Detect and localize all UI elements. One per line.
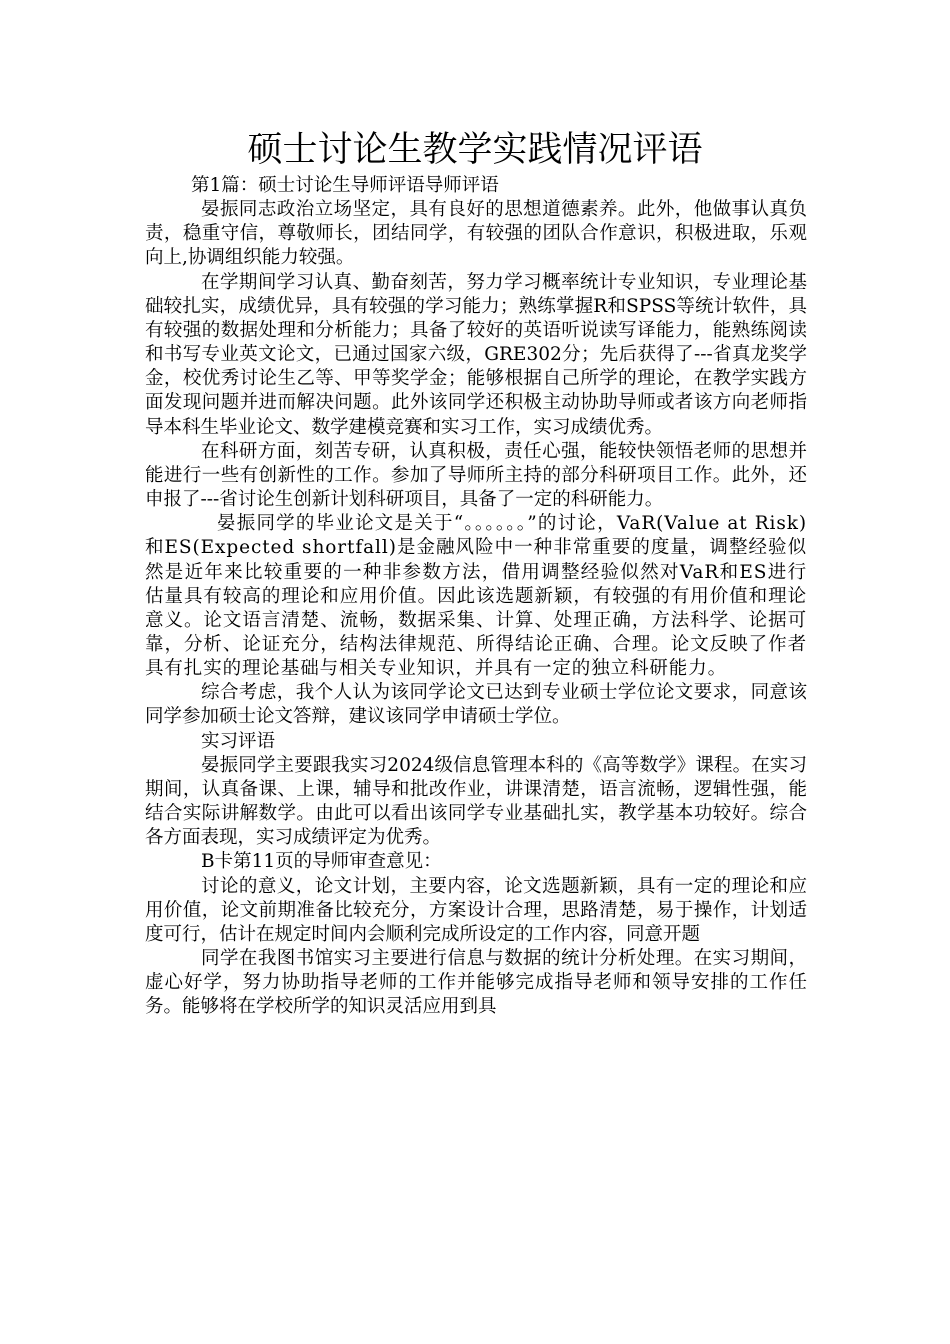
section-heading-internship: 实习评语: [201, 730, 276, 752]
paragraph-review: 讨论的意义，论文计划，主要内容，论文选题新颖，具有一定的理论和应用价值，论文前期准备比较充分，方案设计合理，思路清楚，易于操作，计划适度可行，估计在规定时间内会顺利完成所设定的工作内容，同意开题: [145, 875, 807, 945]
paragraph-thesis: 晏振同学的毕业论文是关于“。。。。。。”的讨论，VaR(Value at Risk)和ES(Expected shortfall)是金融风险中一种非常重要的度量，调整经验似然是近年来比较重要的一种非参数方法，借用调整经验似然对VaR和ES进行估量具有较高的理论和应用价值。因此该选题新颖，有较强的有用价值和理论意义。论文语言清楚、流畅，数据采集、计算、处理正确，方法科学、论据可靠，分析、论证充分，结构法律规范、所得结论正确、合理。论文反映了作者具有扎实的理论基础与相关专业知识，并具有一定的独立科研能力。: [145, 513, 807, 680]
chapter-heading: 第1篇：硕士讨论生导师评语导师评语: [191, 175, 499, 196]
document-body: [145, 174, 807, 1019]
paragraph-internship: 晏振同学主要跟我实习2024级信息管理本科的《高等数学》课程。在实习期间，认真备课、上课，辅导和批改作业，讲课清楚，语言流畅，逻辑性强，能结合实际讲解数学。由此可以看出该同学专业基础扎实，教学基本功较好。综合各方面表现，实习成绩评定为优秀。: [145, 754, 807, 849]
paragraph-study: 在学期间学习认真、勤奋刻苦，努力学习概率统计专业知识，专业理论基础较扎实，成绩优异，具有较强的学习能力；熟练掌握R和SPSS等统计软件，具有较强的数据处理和分析能力；具备了较好的英语听说读写译能力，能熟练阅读和书写专业英文论文，已通过国家六级，GRE302分；先后获得了---省真龙奖学金，校优秀讨论生乙等、甲等奖学金；能够根据自己所学的理论，在教学实践方面发现问题并进而解决问题。此外该同学还积极主动协助导师或者该方向老师指导本科生毕业论文、数学建模竞赛和实习工作，实习成绩优秀。: [145, 271, 807, 438]
paragraph-character: 晏振同志政治立场坚定，具有良好的思想道德素养。此外，他做事认真负责，稳重守信，尊敬师长，团结同学，有较强的团队合作意识，积极进取，乐观向上,协调组织能力较强。: [145, 199, 807, 269]
section-heading-review: B卡第11页的导师审查意见：: [201, 851, 442, 873]
document-title: 硕士讨论生教学实践情况评语: [247, 130, 703, 170]
paragraph-conclusion: 综合考虑，我个人认为该同学论文已达到专业硕士学位论文要求，同意该同学参加硕士论文答辩，建议该同学申请硕士学位。: [145, 682, 807, 728]
paragraph-research: 在科研方面，刻苦专研，认真积极，责任心强，能较快领悟老师的思想并能进行一些有创新性的工作。参加了导师所主持的部分科研项目工作。此外，还申报了---省讨论生创新计划科研项目，具备了一定的科研能力。: [145, 440, 807, 511]
paragraph-library: 同学在我图书馆实习主要进行信息与数据的统计分析处理。在实习期间，虚心好学，努力协助指导老师的工作并能够完成指导老师和领导安排的工作任务。能够将在学校所学的知识灵活应用到具: [145, 948, 807, 1018]
